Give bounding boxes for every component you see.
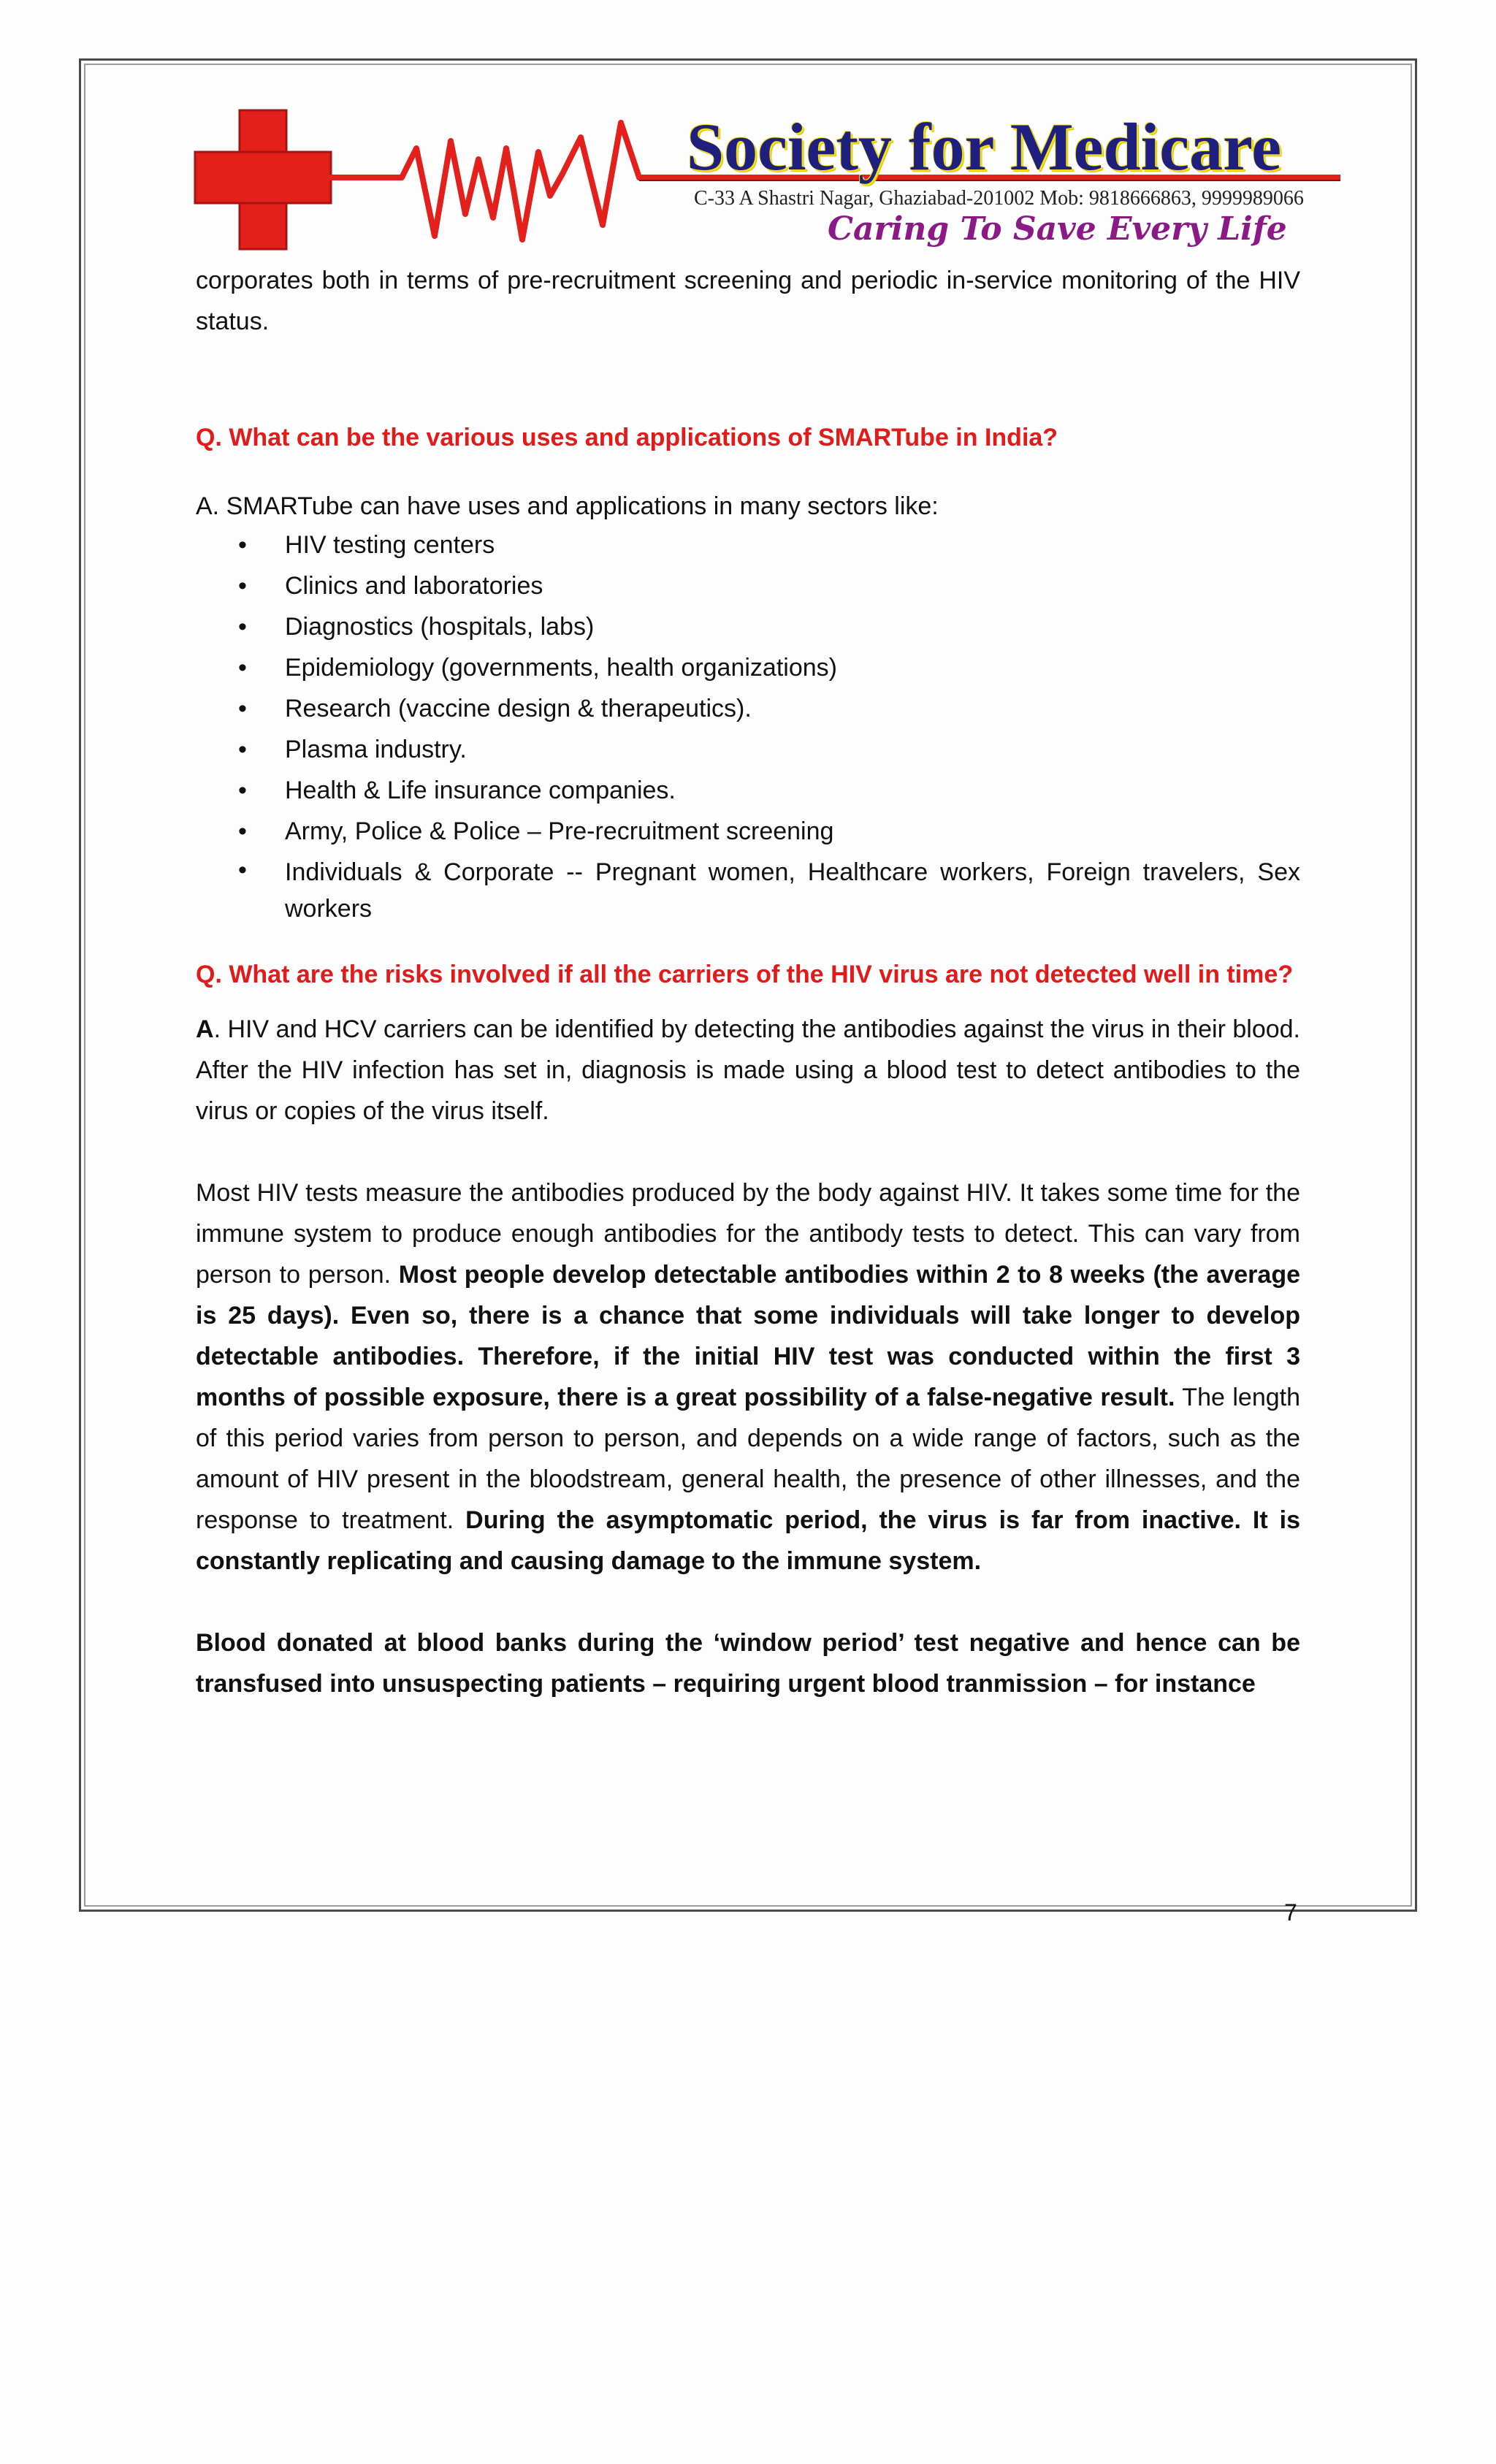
bullet-icon: • — [238, 572, 247, 600]
list-item: • Diagnostics (hospitals, labs) — [196, 606, 1300, 647]
bullet-icon: • — [238, 817, 247, 845]
red-cross-icon — [195, 110, 331, 249]
document-body — [196, 260, 1300, 1704]
list-item: • Research (vaccine design & therapeutics). — [196, 688, 1300, 729]
answer-intro: A. SMARTube can have uses and applications in many sectors like: — [196, 492, 939, 520]
bullet-icon: • — [238, 654, 247, 682]
bullet-icon: • — [238, 531, 247, 559]
bullet-icon: • — [238, 777, 247, 804]
answer-label: A — [196, 1015, 214, 1043]
list-item: • Army, Police & Police – Pre-recruitment screening — [196, 811, 1300, 852]
applications-list — [196, 525, 1300, 927]
list-item: • Plasma industry. — [196, 729, 1300, 770]
list-item: • Individuals & Corporate -- Pregnant women, Healthcare workers, Foreign travelers, Sex workers — [196, 852, 1300, 927]
bullet-icon: • — [238, 695, 247, 722]
list-item: • Health & Life insurance companies. — [196, 770, 1300, 811]
window-period-paragraph: Blood donated at blood banks during the ‘window period’ test negative and hence can be transfused into unsuspecting patients – requiring urgent blood tranmission – for instance — [196, 1629, 1300, 1698]
answer-text: . HIV and HCV carriers can be identified by detecting the antibodies against the virus in their blood. After the HIV infection has set in, diagnosis is made using a blood test to detect antibodies to the virus or copies of the virus itself. — [196, 1015, 1300, 1125]
header-logo — [194, 108, 1340, 265]
organization-tagline: Caring To Save Every Life — [828, 210, 1287, 248]
list-item: • HIV testing centers — [196, 525, 1300, 565]
bullet-icon: • — [238, 736, 247, 763]
intro-paragraph: corporates both in terms of pre-recruitment screening and periodic in-service monitoring of the HIV status. — [196, 267, 1300, 335]
antibody-tests-paragraph: Most HIV tests measure the antibodies produced by the body against HIV. It takes some time for the immune system to produce enough antibodies for the antibody tests to detect. This can vary from person to person. Most people develop detectable antibodies within 2 to 8 weeks (the average is 25 days). Even so, there is a chance that some individuals will take longer to develop detectable antibodies. Therefore, if the initial HIV test was conducted within the first 3 months of possible exposure, there is a great possibility of a false-negative result. The length of this period varies from person to person, and depends on a wide range of factors, such as the amount of HIV present in the bloodstream, general health, the presence of other illnesses, and the response to treatment. During the asymptomatic period, the virus is far from inactive. It is constantly replicating and causing damage to the immune system. — [196, 1179, 1301, 1575]
organization-name: Society for Medicare — [687, 110, 1282, 184]
bullet-icon: • — [238, 856, 247, 884]
list-item: • Clinics and laboratories — [196, 565, 1300, 606]
question-risks: Q. What are the risks involved if all the carriers of the HIV virus are not detected well in time? — [196, 961, 1294, 988]
organization-address: C-33 A Shastri Nagar, Ghaziabad-201002 Mob: 9818666863, 9999989066 — [694, 187, 1304, 210]
question-uses-applications: Q. What can be the various uses and applications of SMARTube in India? — [196, 424, 1058, 451]
bullet-icon: • — [238, 613, 247, 641]
list-item: • Epidemiology (governments, health organizations) — [196, 647, 1300, 688]
answer-risks-paragraph — [196, 1009, 1300, 1132]
page-number: 7 — [1284, 1899, 1297, 1926]
